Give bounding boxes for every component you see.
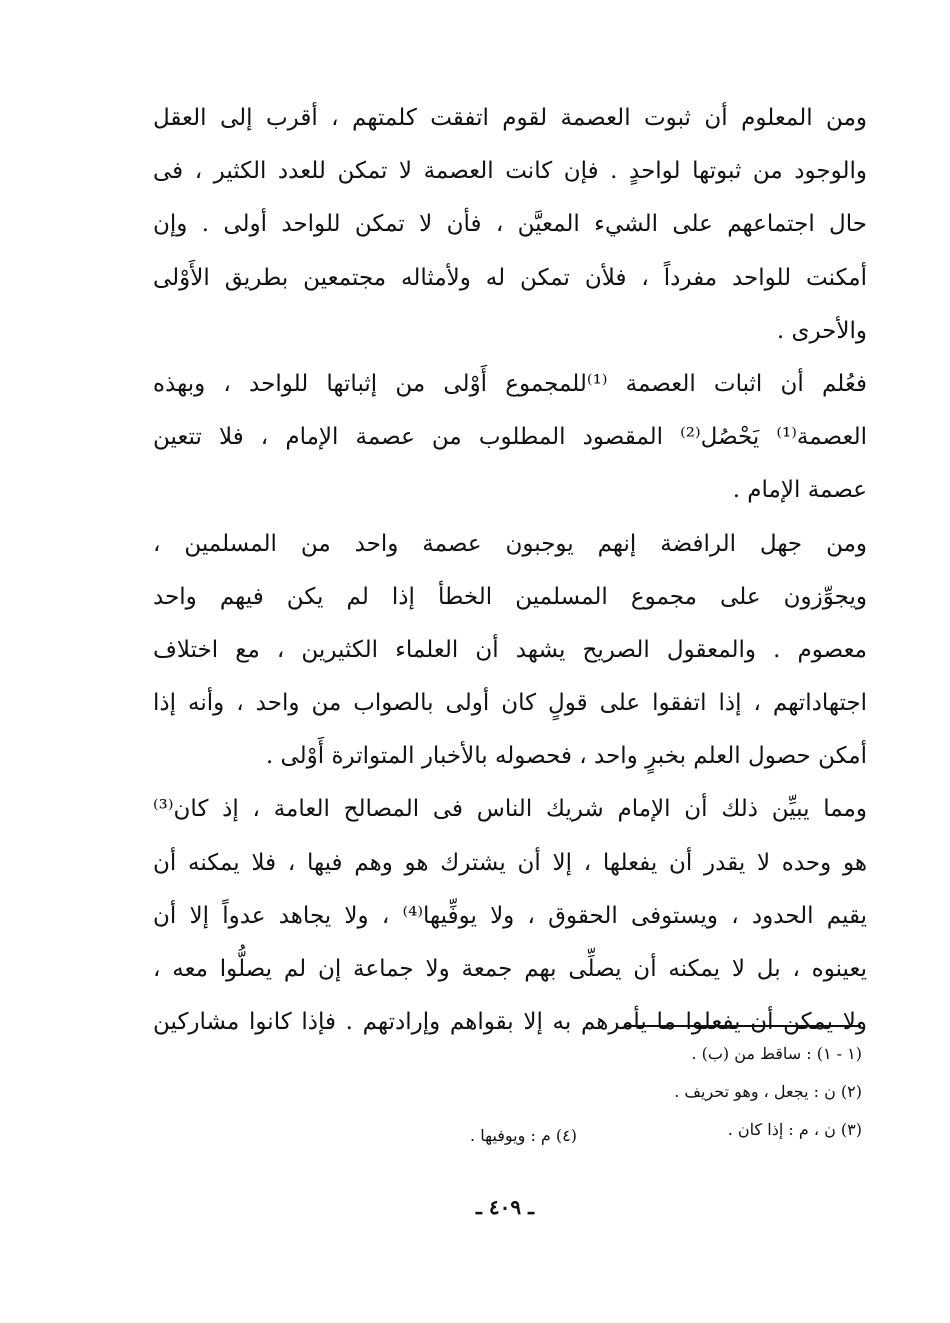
text-line: ومن المعلوم أن ثبوت العصمة لقوم اتفقت كلمتهم ، أقرب إلى العقل bbox=[153, 105, 867, 131]
text-line: فعُلم أن اثبات العصمة ⁽¹⁾للمجموع أَوْلى من إثباتها للواحد ، وبهذه bbox=[153, 370, 867, 397]
text-line: العصمة⁽¹⁾ يَحْصُل⁽²⁾ المقصود المطلوب من عصمة الإمام ، فلا تتعين bbox=[153, 424, 867, 451]
footnote-4: (٤) م : ويوفيها . bbox=[470, 1126, 577, 1145]
text-line: والأحرى . bbox=[776, 317, 867, 344]
text-line: اجتهاداتهم ، إذا اتفقوا على قولٍ كان أولى بالصواب من واحد ، وأنه إذا bbox=[153, 690, 867, 717]
text-line: ويجوِّزون على مجموع المسلمين الخطأ إذا لم يكن فيهم واحد bbox=[153, 583, 867, 610]
text-line: والوجود من ثبوتها لواحدٍ . فإن كانت العصمة لا تمكن للعدد الكثير ، فى bbox=[153, 158, 867, 185]
footnote-2: (٢) ن : يجعل ، وهو تحريف . bbox=[674, 1082, 862, 1101]
footnote-1: (١ - ١) : ساقط من (ب) . bbox=[691, 1044, 862, 1063]
text-line: أمكن حصول العلم بخبرٍ واحد ، فحصوله بالأخبار المتواترة أَوْلى . bbox=[265, 743, 867, 770]
text-line: معصوم . والمعقول الصريح يشهد أن العلماء الكثيرين ، مع اختلاف bbox=[153, 636, 867, 663]
text-line: عصمة الإمام . bbox=[732, 477, 867, 504]
page-number: ـ ٤٠٩ ـ bbox=[476, 1195, 534, 1219]
main-text-body bbox=[153, 92, 867, 1049]
footnote-3: (٣) ن ، م : إذا كان . bbox=[727, 1120, 862, 1139]
text-line: يعينوه ، بل لا يمكنه أن يصلِّى بهم جمعة ولا جماعة إن لم يصلُّوا معه ، bbox=[153, 956, 867, 982]
text-line: أمكنت للواحد مفرداً ، فلأن تمكن له ولأمثاله مجتمعين بطريق الأَوْلى bbox=[153, 264, 867, 291]
text-line: يقيم الحدود ، ويستوفى الحقوق ، ولا يوفِّيها⁽⁴⁾ ، ولا يجاهد عدواً إلا أن bbox=[153, 902, 867, 929]
text-line: ومن جهل الرافضة إنهم يوجبون عصمة واحد من المسلمين ، bbox=[153, 530, 867, 557]
text-line: ولا يمكن أن يفعلوا ما يأمرهم به إلا بقواهم وإرادتهم . فإذا كانوا مشاركين bbox=[153, 1009, 867, 1036]
text-line: ومما يبيِّن ذلك أن الإمام شريك الناس فى المصالح العامة ، إذ كان⁽³⁾ bbox=[153, 796, 867, 823]
text-line: حال اجتماعهم على الشيء المعيَّن ، فأن لا تمكن للواحد أولى . وإن bbox=[153, 211, 867, 238]
footnote-divider bbox=[625, 1025, 861, 1027]
text-line: هو وحده لا يقدر أن يفعلها ، إلا أن يشترك هو وهم فيها ، فلا يمكنه أن bbox=[153, 849, 867, 876]
